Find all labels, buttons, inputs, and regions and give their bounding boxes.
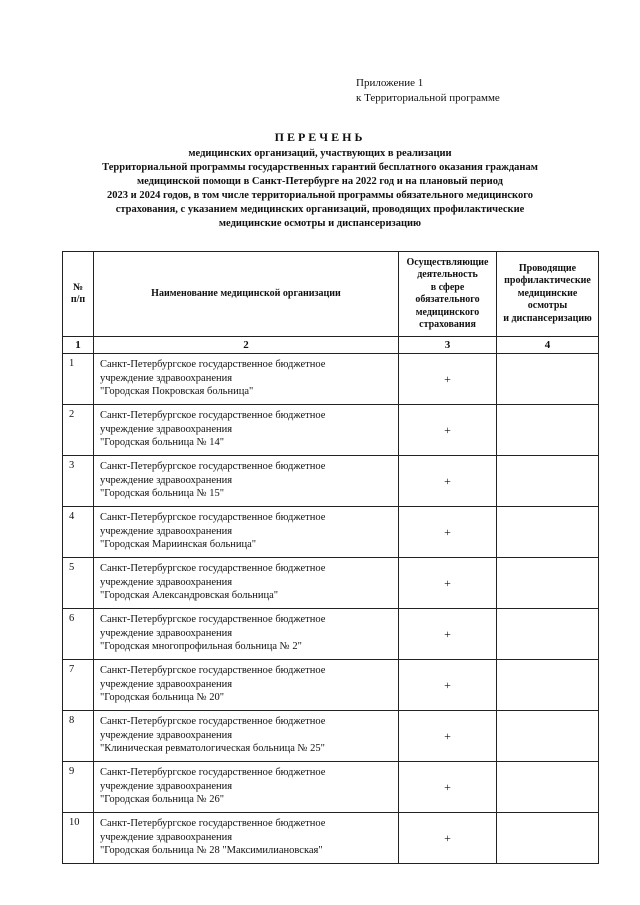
table-row	[63, 711, 599, 762]
organization-name	[94, 405, 399, 456]
row-number: 8	[63, 711, 94, 762]
prof-mark	[497, 354, 599, 405]
column-number: 4	[497, 337, 599, 354]
organization-name-line: Санкт-Петербургское государственное бюджетное	[100, 716, 326, 727]
oms-mark: +	[399, 660, 497, 711]
header-oms-line: Осуществляющие	[406, 256, 489, 268]
prof-mark	[497, 813, 599, 864]
organization-name	[94, 456, 399, 507]
header-number	[63, 252, 94, 337]
organization-name	[94, 813, 399, 864]
title-line: медицинской помощи в Санкт-Петербурге на 2022 год и на плановый период	[137, 176, 503, 187]
oms-mark: +	[399, 456, 497, 507]
organization-name-line: "Городская многопрофильная больница № 2"	[100, 641, 302, 652]
organization-name-line: учреждение здравоохранения	[100, 372, 233, 384]
appendix-note	[356, 76, 500, 106]
appendix-line-2: к Территориальной программе	[356, 92, 500, 104]
organization-name-line: Санкт-Петербургское государственное бюджетное	[100, 512, 326, 523]
column-number: 3	[399, 337, 497, 354]
table-row	[63, 813, 599, 864]
table-row	[63, 609, 599, 660]
organization-name-line: "Городская больница № 15"	[100, 488, 224, 499]
row-number: 5	[63, 558, 94, 609]
organization-name	[94, 711, 399, 762]
document-title	[60, 130, 580, 231]
organization-name-line: "Городская больница № 26"	[100, 794, 224, 805]
organization-name-line: учреждение здравоохранения	[100, 576, 233, 588]
table-row	[63, 660, 599, 711]
oms-mark: +	[399, 405, 497, 456]
row-number: 2	[63, 405, 94, 456]
prof-mark	[497, 660, 599, 711]
organization-name-line: учреждение здравоохранения	[100, 474, 233, 486]
table-row	[63, 354, 599, 405]
table-row	[63, 456, 599, 507]
organization-name-line: "Городская Мариинская больница"	[100, 539, 257, 550]
row-number: 4	[63, 507, 94, 558]
organization-name-line: "Городская больница № 20"	[100, 692, 224, 703]
prof-mark	[497, 456, 599, 507]
organization-name-line: "Клиническая ревматологическая больница № 25"	[100, 743, 325, 754]
header-prof-line: профилактические	[504, 275, 591, 287]
organization-name-line: Санкт-Петербургское государственное бюджетное	[100, 665, 326, 676]
header-oms-line: в сфере	[430, 281, 465, 293]
prof-mark	[497, 405, 599, 456]
organization-name	[94, 660, 399, 711]
row-number: 7	[63, 660, 94, 711]
organization-name-line: учреждение здравоохранения	[100, 831, 233, 843]
oms-mark: +	[399, 762, 497, 813]
title-line: Территориальной программы государственных гарантий бесплатного оказания гражданам	[102, 162, 538, 173]
table-row	[63, 507, 599, 558]
appendix-line-1: Приложение 1	[356, 77, 424, 89]
header-oms	[399, 252, 497, 337]
organization-name-line: Санкт-Петербургское государственное бюджетное	[100, 614, 326, 625]
prof-mark	[497, 558, 599, 609]
organization-name-line: учреждение здравоохранения	[100, 678, 233, 690]
header-prof-line: медицинские	[517, 287, 578, 299]
header-number-line: №	[72, 281, 84, 293]
organization-name-line: учреждение здравоохранения	[100, 780, 233, 792]
title-line: медицинских организаций, участвующих в реализации	[188, 148, 452, 159]
organization-name-line: "Городская больница № 14"	[100, 437, 224, 448]
row-number: 9	[63, 762, 94, 813]
organization-name-line: учреждение здравоохранения	[100, 423, 233, 435]
title-description	[60, 147, 580, 231]
organization-name	[94, 354, 399, 405]
table-header-row	[63, 252, 599, 337]
organization-name	[94, 609, 399, 660]
organization-name-line: Санкт-Петербургское государственное бюджетное	[100, 818, 326, 829]
oms-mark: +	[399, 558, 497, 609]
table-row	[63, 558, 599, 609]
header-number-line: п/п	[70, 294, 86, 305]
oms-mark: +	[399, 711, 497, 762]
prof-mark	[497, 711, 599, 762]
title-line: медицинские осмотры и диспансеризацию	[218, 218, 422, 229]
organization-name-line: Санкт-Петербургское государственное бюджетное	[100, 563, 326, 574]
organization-name-line: "Городская Александровская больница"	[100, 590, 279, 601]
organization-name	[94, 558, 399, 609]
organization-name-line: "Городская больница № 28 "Максимилиановская"	[100, 845, 323, 856]
title-line: 2023 и 2024 годов, в том числе территориальной программы обязательного медицинского	[107, 190, 533, 201]
organization-name-line: "Городская Покровская больница"	[100, 386, 254, 397]
header-oms-line: медицинского	[415, 306, 480, 318]
row-number: 1	[63, 354, 94, 405]
oms-mark: +	[399, 507, 497, 558]
header-prof	[497, 252, 599, 337]
header-oms-line: обязательного	[415, 294, 480, 305]
oms-mark: +	[399, 609, 497, 660]
column-number: 2	[94, 337, 399, 354]
organization-name-line: учреждение здравоохранения	[100, 729, 233, 741]
organization-name	[94, 762, 399, 813]
organization-name-line: Санкт-Петербургское государственное бюджетное	[100, 767, 326, 778]
column-number: 1	[63, 337, 94, 354]
prof-mark	[497, 762, 599, 813]
organization-name	[94, 507, 399, 558]
prof-mark	[497, 507, 599, 558]
organization-name-line: Санкт-Петербургское государственное бюджетное	[100, 461, 326, 472]
organization-name-line: Санкт-Петербургское государственное бюджетное	[100, 359, 326, 370]
organization-name-line: учреждение здравоохранения	[100, 525, 233, 537]
header-oms-line: страхования	[419, 319, 476, 330]
header-oms-line: деятельность	[417, 269, 478, 280]
header-prof-line: осмотры	[527, 300, 568, 312]
prof-mark	[497, 609, 599, 660]
header-prof-line: Проводящие	[518, 262, 577, 274]
header-name: Наименование медицинской организации	[94, 252, 399, 337]
oms-mark: +	[399, 813, 497, 864]
row-number: 3	[63, 456, 94, 507]
title-main: ПЕРЕЧЕНЬ	[274, 130, 366, 144]
oms-mark: +	[399, 354, 497, 405]
organization-name-line: учреждение здравоохранения	[100, 627, 233, 639]
title-line: страхования, с указанием медицинских организаций, проводящих профилактические	[115, 204, 525, 215]
organizations-table	[62, 251, 599, 864]
row-number: 10	[63, 813, 94, 864]
table-row	[63, 405, 599, 456]
row-number: 6	[63, 609, 94, 660]
header-prof-line: и диспансеризацию	[503, 312, 592, 324]
organization-name-line: Санкт-Петербургское государственное бюджетное	[100, 410, 326, 421]
table-row	[63, 762, 599, 813]
column-number-row	[63, 337, 599, 354]
